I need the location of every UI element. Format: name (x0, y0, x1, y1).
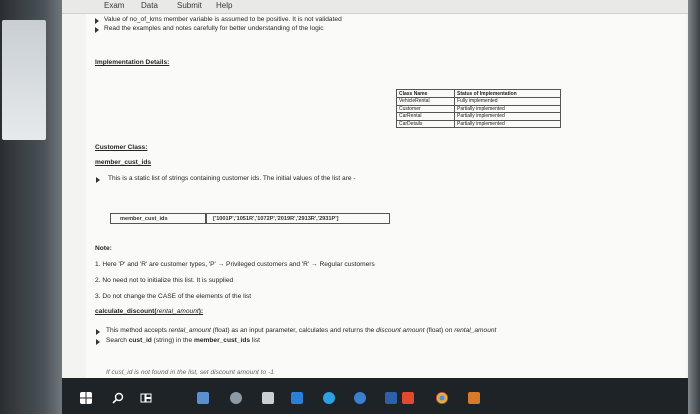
screen (62, 0, 688, 378)
bullet-arrow-icon (96, 177, 100, 183)
table-row (397, 120, 561, 128)
table-cell: Fully implemented (455, 98, 561, 106)
member-value: ['1001P','1051R','1072P','2019R','2913R','2931P'] (213, 216, 339, 222)
implementation-heading: Implementation Details: (95, 59, 170, 66)
desc-param: rental_amount (168, 327, 211, 334)
table-cell: Partially implemented (455, 105, 561, 113)
intro-line-2: Read the examples and notes carefully for better understanding of the logic (104, 25, 324, 32)
menu-bar (62, 0, 688, 14)
office-icon[interactable] (402, 392, 414, 404)
desc-text: This method accepts (106, 327, 169, 334)
desc-text: (float) on (424, 327, 455, 334)
table-row (397, 105, 561, 113)
table-header-row (397, 90, 561, 98)
bullet-arrow-icon (95, 27, 99, 33)
intro-line-1: Value of no_of_kms member variable is assumed to be positive. It is not validated (104, 16, 342, 23)
method-heading (95, 309, 203, 316)
table-cell: CarDetails (397, 120, 455, 128)
skype-icon[interactable] (323, 392, 335, 404)
menu-submit[interactable]: Submit (177, 1, 202, 10)
desc-text: (string) in the (151, 337, 194, 344)
app-icon-4[interactable] (468, 392, 480, 404)
table-cell: Partially implemented (455, 120, 561, 128)
document-page (86, 14, 686, 378)
table-row (397, 98, 561, 106)
task-view-icon[interactable] (140, 392, 152, 404)
monitor-bezel-left (0, 0, 62, 414)
app-icon-3[interactable] (262, 392, 274, 404)
background-window (2, 20, 46, 140)
method-param: rental_amount (156, 308, 199, 315)
table-row (397, 113, 561, 121)
menu-help[interactable]: Help (216, 1, 233, 10)
chrome-icon[interactable] (436, 392, 448, 404)
edge-icon[interactable] (354, 392, 366, 404)
desc-text: (float) as an input parameter, calculates and returns the (210, 327, 377, 334)
note-1: 1. Here 'P' and 'R' are customer types, 'P' → Privileged customers and 'R' → Regular customers (95, 261, 375, 268)
desc-param: rental_amount (454, 327, 497, 334)
bullet-arrow-icon (96, 339, 100, 345)
note-3: 3. Do not change the CASE of the elements of the list (95, 293, 252, 300)
monitor-bezel-right (688, 0, 700, 414)
method-desc-1 (106, 328, 496, 335)
member-description: This is a static list of strings containing customer ids. The initial values of the list are - (108, 175, 356, 182)
method-desc-2 (106, 338, 260, 345)
cut-off-line: If cust_id is not found in the list, set discount amount to -1 (106, 369, 274, 376)
member-value-box (206, 213, 390, 224)
bullet-arrow-icon (96, 329, 100, 335)
desc-italic: discount amount (376, 327, 425, 334)
implementation-table (396, 89, 561, 128)
desc-bold: member_cust_ids (193, 337, 251, 344)
store-icon[interactable] (291, 392, 303, 404)
note-2: 2. No need not to initialize this list. It is supplied (95, 277, 234, 284)
member-name-box (110, 213, 206, 224)
member-heading: member_cust_ids (95, 159, 152, 166)
customer-class-heading: Customer Class: (95, 144, 148, 151)
desc-bold: cust_id (128, 337, 152, 344)
bullet-arrow-icon (95, 18, 99, 24)
taskbar (62, 378, 688, 414)
desc-text: list (250, 337, 260, 344)
member-name: member_cust_ids (120, 216, 168, 222)
table-header-class: Class Name (397, 90, 455, 98)
note-label: Note: (95, 245, 112, 252)
table-header-status: Status of Implementation (455, 90, 561, 98)
app-icon-1[interactable] (197, 392, 209, 404)
table-cell: Partially implemented (455, 113, 561, 121)
table-cell: CarRental (397, 113, 455, 121)
method-name: calculate_discount( (95, 308, 157, 315)
method-close: ): (198, 308, 204, 315)
app-icon-2[interactable] (230, 392, 242, 404)
menu-exam[interactable]: Exam (104, 1, 125, 10)
windows-icon[interactable] (80, 392, 92, 404)
table-cell: Customer (397, 105, 455, 113)
desc-text: Search (106, 337, 129, 344)
word-icon[interactable] (385, 392, 397, 404)
menu-data[interactable]: Data (141, 1, 158, 10)
table-cell: VehicleRental (397, 98, 455, 106)
search-icon[interactable] (112, 392, 124, 404)
